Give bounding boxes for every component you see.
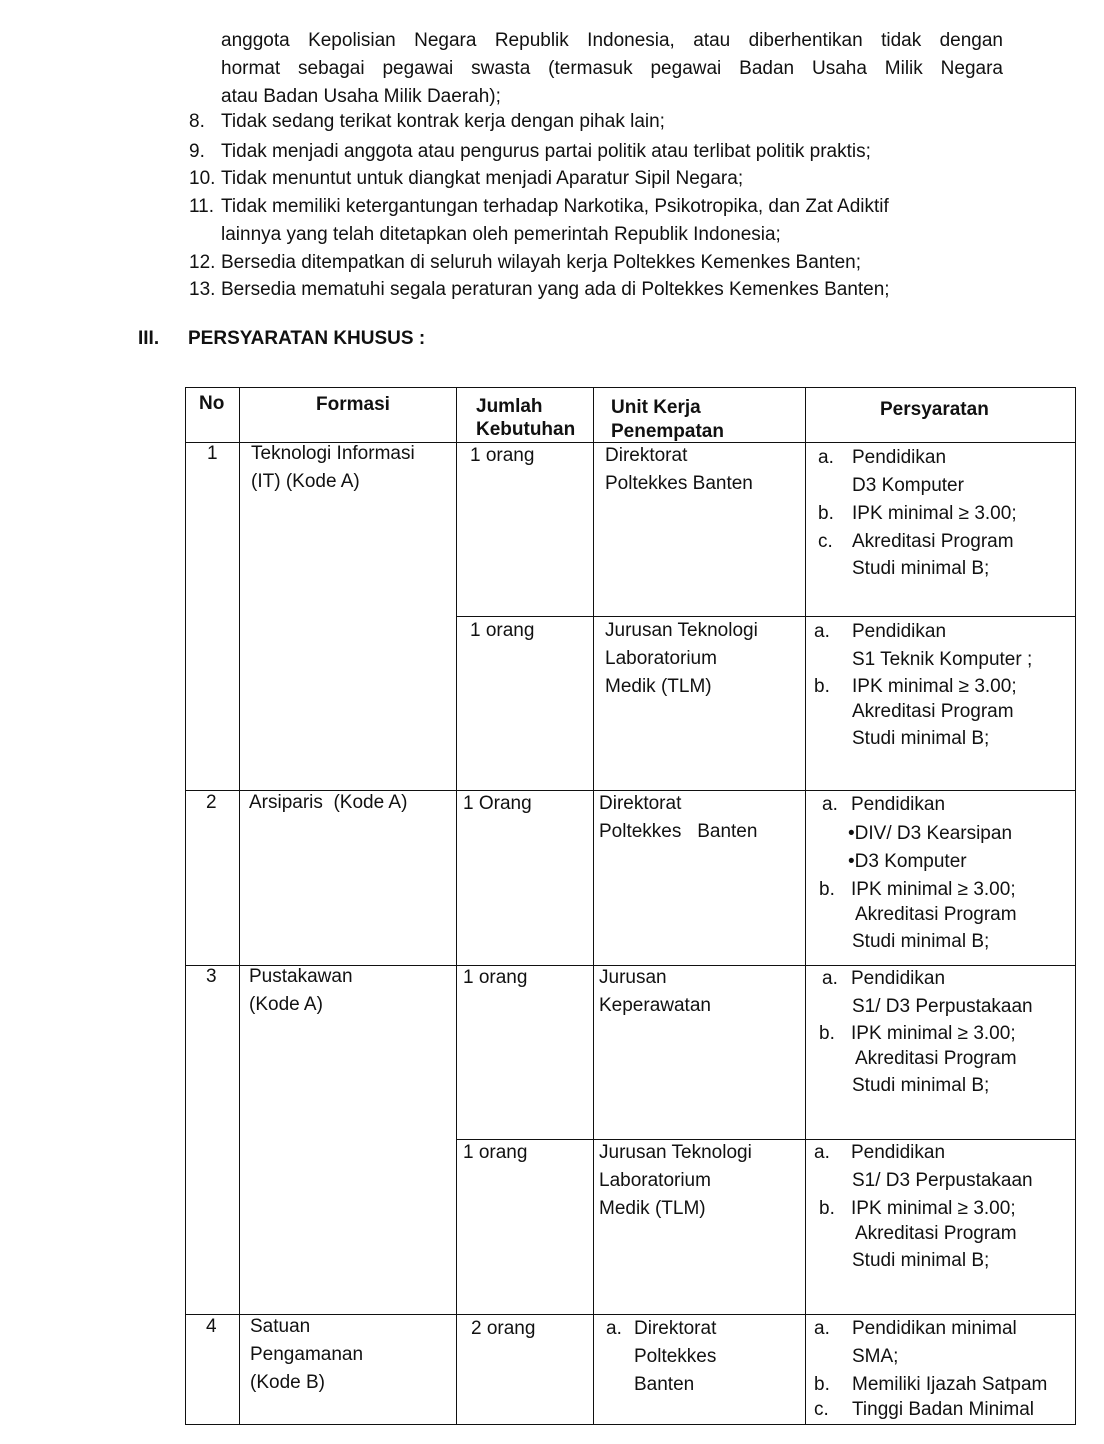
list-item-text: Tidak menjadi anggota atau pengurus partai politik atau terlibat politik praktis; — [221, 141, 871, 162]
unit-cell: Jurusan — [599, 967, 667, 988]
unit-cell: Laboratorium — [605, 648, 717, 669]
req-text: Tinggi Badan Minimal — [852, 1399, 1034, 1420]
table-border — [456, 387, 457, 1425]
req-text: •D3 Komputer — [848, 851, 967, 872]
jumlah-cell: 1 Orang — [463, 793, 532, 814]
header-unit: Unit Kerja — [611, 397, 701, 418]
intro-line: hormat sebagai pegawai swasta (termasuk pegawai Badan Usaha Milik Negara — [221, 58, 1003, 79]
intro-line: anggota Kepolisian Negara Republik Indonesia, atau diberhentikan tidak dengan — [221, 30, 1003, 51]
list-item-number: 12. — [189, 252, 216, 273]
unit-cell: Medik (TLM) — [599, 1198, 706, 1219]
unit-cell: Direktorat — [599, 793, 682, 814]
list-item-text: Tidak menuntut untuk diangkat menjadi Aparatur Sipil Negara; — [221, 168, 744, 189]
unit-cell: Poltekkes Banten — [599, 821, 758, 842]
req-text: IPK minimal ≥ 3.00; — [852, 676, 1017, 697]
list-item-text: Bersedia ditempatkan di seluruh wilayah kerja Poltekkes Kemenkes Banten; — [221, 252, 862, 273]
list-item-text: Tidak sedang terikat kontrak kerja dengan pihak lain; — [221, 111, 665, 132]
table-border — [185, 1424, 1076, 1425]
req-text: Akreditasi Program — [855, 1223, 1017, 1244]
list-item-text: Tidak memiliki ketergantungan terhadap Narkotika, Psikotropika, dan Zat Adiktif — [221, 196, 889, 217]
req-text: IPK minimal ≥ 3.00; — [851, 879, 1016, 900]
list-item-text: lainnya yang telah ditetapkan oleh pemerintah Republik Indonesia; — [221, 224, 781, 245]
unit-cell: Jurusan Teknologi — [599, 1142, 752, 1163]
req-label: a. — [814, 1142, 830, 1163]
formasi-cell: (IT) (Kode A) — [251, 471, 360, 492]
list-item-text: Bersedia mematuhi segala peraturan yang ada di Poltekkes Kemenkes Banten; — [221, 279, 890, 300]
req-text: S1 Teknik Komputer ; — [852, 649, 1033, 670]
list-item-number: 8. — [189, 111, 205, 132]
req-text: S1/ D3 Perpustakaan — [852, 1170, 1033, 1191]
table-border — [185, 387, 186, 1425]
unit-cell: Jurusan Teknologi — [605, 620, 758, 641]
req-label: c. — [818, 531, 833, 552]
list-item-number: 11. — [189, 196, 215, 217]
formasi-cell: Pengamanan — [250, 1344, 364, 1365]
req-text: Pendidikan — [851, 968, 946, 989]
header-jumlah: Jumlah — [476, 396, 543, 417]
req-label: b. — [814, 676, 830, 697]
req-text: Pendidikan — [851, 1142, 946, 1163]
header-unit: Penempatan — [611, 421, 724, 442]
req-text: Studi minimal B; — [852, 931, 990, 952]
req-text: Akreditasi Program — [852, 531, 1014, 552]
req-label: b. — [814, 1374, 830, 1395]
jumlah-cell: 1 orang — [470, 620, 535, 641]
req-label: b. — [818, 503, 834, 524]
intro-line: atau Badan Usaha Milik Daerah); — [221, 86, 501, 107]
section-title: PERSYARATAN KHUSUS : — [188, 328, 426, 349]
req-text: Akreditasi Program — [855, 1048, 1017, 1069]
req-label: c. — [814, 1399, 829, 1420]
table-border — [805, 387, 806, 1425]
table-border — [456, 616, 1076, 617]
formasi-cell: Pustakawan — [249, 966, 353, 987]
req-label: b. — [819, 879, 835, 900]
formasi-cell: (Kode A) — [249, 994, 323, 1015]
formasi-cell: Teknologi Informasi — [251, 443, 415, 464]
unit-cell: Poltekkes Banten — [605, 473, 753, 494]
req-text: IPK minimal ≥ 3.00; — [851, 1198, 1016, 1219]
req-text: S1/ D3 Perpustakaan — [852, 996, 1033, 1017]
req-label: a. — [814, 1318, 830, 1339]
req-text: D3 Komputer — [852, 475, 964, 496]
req-label: b. — [819, 1198, 835, 1219]
jumlah-cell: 1 orang — [463, 967, 528, 988]
req-text: Studi minimal B; — [852, 558, 990, 579]
req-label: a. — [814, 621, 830, 642]
req-text: SMA; — [852, 1346, 899, 1367]
req-label: a. — [822, 968, 838, 989]
row-number: 2 — [206, 792, 217, 813]
req-label: a. — [818, 447, 834, 468]
req-text: Pendidikan — [852, 447, 947, 468]
header-formasi: Formasi — [316, 394, 390, 415]
unit-cell: Medik (TLM) — [605, 676, 712, 697]
section-numeral: III. — [138, 328, 160, 349]
unit-label: a. — [606, 1318, 622, 1339]
formasi-cell: Arsiparis (Kode A) — [249, 792, 408, 813]
list-item-number: 13. — [189, 279, 216, 300]
req-text: Akreditasi Program — [852, 701, 1014, 722]
row-number: 4 — [206, 1316, 217, 1337]
table-border — [239, 387, 240, 1425]
req-label: b. — [819, 1023, 835, 1044]
req-text: IPK minimal ≥ 3.00; — [852, 503, 1017, 524]
req-text: •DIV/ D3 Kearsipan — [848, 823, 1013, 844]
table-border — [456, 1139, 1076, 1140]
req-text: Studi minimal B; — [852, 1075, 990, 1096]
table-border — [593, 387, 594, 1425]
req-text: Akreditasi Program — [855, 904, 1017, 925]
header-persyaratan: Persyaratan — [880, 399, 989, 420]
req-text: Memiliki Ijazah Satpam — [852, 1374, 1048, 1395]
jumlah-cell: 1 orang — [463, 1142, 528, 1163]
req-text: Pendidikan — [851, 794, 946, 815]
unit-cell: Direktorat — [634, 1318, 717, 1339]
row-number: 3 — [206, 966, 217, 987]
unit-cell: Banten — [634, 1374, 695, 1395]
header-no: No — [199, 393, 225, 414]
table-border — [185, 387, 1076, 388]
jumlah-cell: 2 orang — [471, 1318, 536, 1339]
formasi-cell: Satuan — [250, 1316, 311, 1337]
list-item-number: 10. — [189, 168, 216, 189]
row-number: 1 — [207, 443, 218, 464]
req-text: Studi minimal B; — [852, 728, 990, 749]
req-label: a. — [822, 794, 838, 815]
list-item-number: 9. — [189, 141, 205, 162]
req-text: Pendidikan — [852, 621, 947, 642]
req-text: IPK minimal ≥ 3.00; — [851, 1023, 1016, 1044]
unit-cell: Direktorat — [605, 445, 688, 466]
unit-cell: Poltekkes — [634, 1346, 717, 1367]
req-text: Studi minimal B; — [852, 1250, 990, 1271]
header-jumlah: Kebutuhan — [476, 419, 576, 440]
unit-cell: Keperawatan — [599, 995, 711, 1016]
unit-cell: Laboratorium — [599, 1170, 711, 1191]
formasi-cell: (Kode B) — [250, 1372, 325, 1393]
table-border — [1075, 387, 1076, 1425]
jumlah-cell: 1 orang — [470, 445, 535, 466]
req-text: Pendidikan minimal — [852, 1318, 1017, 1339]
